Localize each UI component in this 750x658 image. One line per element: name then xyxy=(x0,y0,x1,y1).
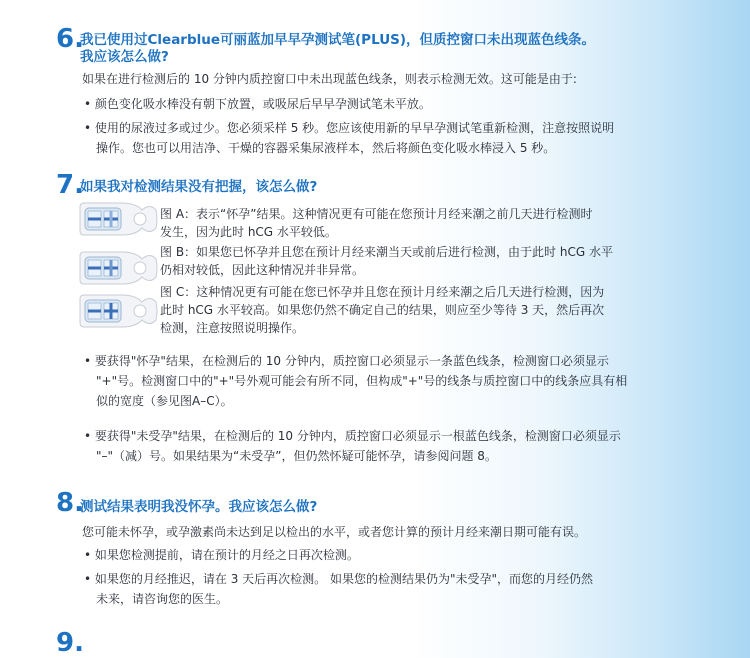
figure-c-caption xyxy=(160,283,604,337)
question-7-title: 如果我对检测结果没有把握，该怎么做? xyxy=(80,179,318,195)
figure-c-caption-line1: 图 C：这种情况更有可能在您已怀孕并且您在预计月经来潮之后几天进行检测，因为 xyxy=(160,285,605,299)
question-6-title-line1: 我已使用过Clearblue可丽蓝加早早孕测试笔(PLUS)，但质控窗口未出现蓝色线条。 xyxy=(80,32,596,48)
pregnant-result-line3: 似的宽度（参见图A–C）。 xyxy=(96,394,233,408)
question-6-intro: 如果在进行检测后的 10 分钟内质控窗口中未出现蓝色线条，则表示检测无效。这可能是由于: xyxy=(82,72,577,86)
question-6-title xyxy=(80,32,700,66)
question-6-title-line2: 我应该怎么做? xyxy=(80,49,169,65)
question-6-bullet-2-line1: • 使用的尿液过多或过少。您必须采样 5 秒。您应该使用新的早早孕测试笔重新检测，注意按照说明 xyxy=(84,118,724,138)
question-8-bullet-2 xyxy=(84,569,724,609)
pregnant-result-line1: • 要获得"怀孕"结果，在检测后的 10 分钟内，质控窗口必须显示一条蓝色线条，检测窗口必须显示 xyxy=(84,351,724,371)
question-8-title: 测试结果表明我没怀孕。我应该怎么做? xyxy=(80,499,318,515)
question-number-8: 8. xyxy=(56,488,84,518)
test-stick-figure-b xyxy=(78,249,158,285)
pregnant-result-line2: "+"号。检测窗口中的"+"号外观可能会有所不同，但构成"+"号的线条与质控窗口中的线条应具有相 xyxy=(96,374,628,388)
question-8-bullet-1: • 如果您检测提前，请在预计的月经之日再次检测。 xyxy=(84,545,724,565)
question-number-9: 9. xyxy=(56,628,84,658)
question-8-bullet-2-line2: 未来，请咨询您的医生。 xyxy=(96,592,229,606)
figure-a-caption-line2: 发生，因为此时 hCG 水平较低。 xyxy=(160,225,337,239)
test-stick-figure-a xyxy=(78,200,158,236)
figure-c-caption-line2: 此时 hCG 水平较高。如果您仍然不确定自己的结果，则应至少等待 3 天，然后再次 xyxy=(160,303,605,317)
test-stick-figure-c xyxy=(78,292,158,328)
question-8-intro: 您可能未怀孕，或孕激素尚未达到足以检出的水平，或者您计算的预计月经来潮日期可能有误。 xyxy=(82,525,587,539)
figure-a-caption xyxy=(160,205,592,241)
figure-a-caption-line1: 图 A：表示“怀孕”结果。这种情况更有可能在您预计月经来潮之前几天进行检测时 xyxy=(160,207,593,221)
question-6-bullet-2-line2: 操作。您也可以用洁净、干燥的容器采集尿液样本，然后将颜色变化吸水棒浸入 5 秒。 xyxy=(96,141,556,155)
pregnant-result-paragraph xyxy=(84,351,724,411)
question-8-bullet-2-line1: • 如果您的月经推迟，请在 3 天后再次检测。 如果您的检测结果仍为"未受孕"，而您的月经仍然 xyxy=(84,569,724,589)
question-number-7: 7. xyxy=(56,170,84,200)
figure-b-caption-line2: 仍相对较低，因此这种情况并非异常。 xyxy=(160,263,365,277)
question-number-6: 6. xyxy=(56,24,84,54)
figure-c-caption-line3: 检测，注意按照说明操作。 xyxy=(160,321,305,335)
not-pregnant-result-line1: • 要获得"未受孕"结果，在检测后的 10 分钟内，质控窗口必须显示一根蓝色线条，检测窗口必须显示 xyxy=(84,426,724,446)
question-6-bullet-2 xyxy=(84,118,724,158)
figure-b-caption xyxy=(160,243,613,279)
figure-b-caption-line1: 图 B：如果您已怀孕并且您在预计月经来潮当天或前后进行检测，由于此时 hCG 水平 xyxy=(160,245,613,259)
not-pregnant-result-line2: "–"（减）号。如果结果为“未受孕”，但仍然怀疑可能怀孕，请参阅问题 8。 xyxy=(96,449,497,463)
not-pregnant-result-paragraph xyxy=(84,426,724,466)
question-6-bullet-1: • 颜色变化吸水棒没有朝下放置，或吸尿后早早孕测试笔未平放。 xyxy=(84,94,724,114)
